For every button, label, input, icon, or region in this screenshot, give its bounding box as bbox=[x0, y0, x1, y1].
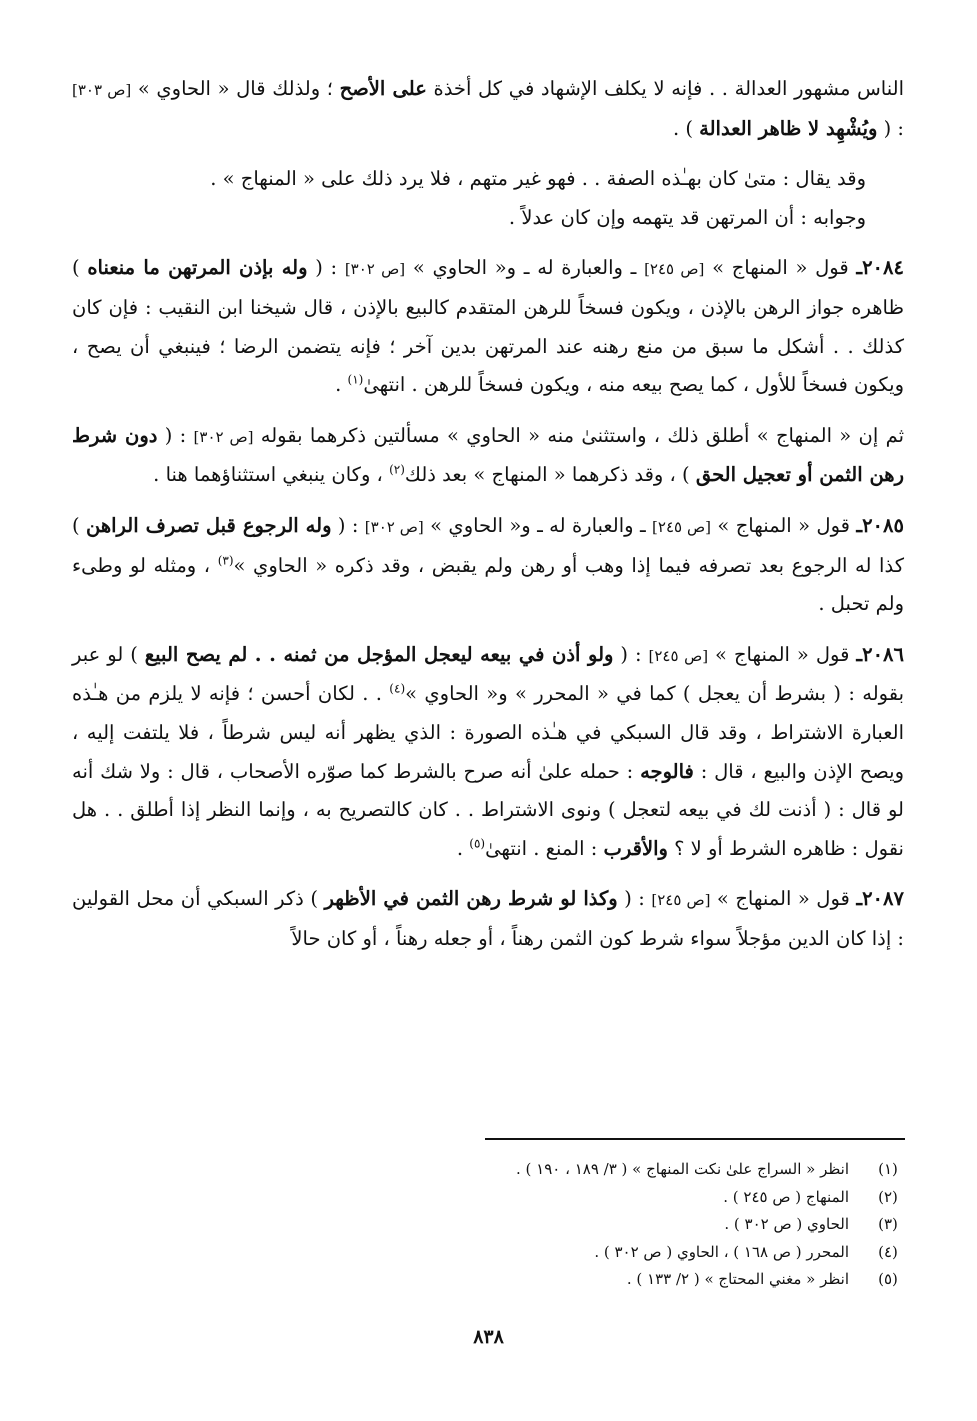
text-run: وقد يقال : متىٰ كان بهـٰذه الصفة . . فهو غير متهم ، فلا يرد ذلك على « المنهاج » . bbox=[210, 167, 866, 191]
text-run: : ( bbox=[617, 887, 652, 911]
footnote-divider bbox=[485, 1138, 905, 1140]
footnote-number: (٢) bbox=[878, 1187, 898, 1206]
paragraph bbox=[72, 507, 904, 624]
bold-text: على الأصح bbox=[339, 77, 427, 100]
bold-text: ٢٠٨٥ـ bbox=[856, 513, 904, 537]
bold-text: ٢٠٨٤ـ bbox=[856, 256, 904, 280]
page-reference: [ص ٢٤٥] bbox=[651, 891, 711, 910]
footnote-number: (٤) bbox=[878, 1242, 898, 1261]
bold-text: وكذا لو شرط رهن الثمن في الأظهر bbox=[324, 887, 618, 911]
bold-text: ولو أذن في بيعه ليعجل المؤجل من ثمنه . . لم يصح البيع bbox=[144, 642, 614, 666]
page-reference: [ص ٣٠٢] bbox=[193, 427, 254, 446]
text-run: : المنع . انتهىٰ bbox=[485, 836, 604, 860]
bold-text: والأقرب bbox=[603, 836, 668, 860]
text-run: ـ والعبارة له ـ و« الحاوي » bbox=[405, 256, 645, 280]
footnote-marker: (٤) bbox=[389, 681, 406, 696]
page-reference: [ص ٣٠٢] bbox=[364, 517, 424, 536]
text-run: ) كذا له الرجوع بعد تصرفه فيما إذا وهب أو رهن ولم يقبض ، وقد ذكره « الحاوي » bbox=[72, 513, 904, 577]
paragraph bbox=[72, 70, 904, 148]
text-run: ) ، وقد ذكرهما « المنهاج » بعد ذلك bbox=[404, 463, 696, 487]
paragraph bbox=[72, 880, 904, 958]
footnote-marker: (١) bbox=[347, 372, 364, 387]
paragraph bbox=[72, 636, 904, 869]
bold-text: فالوجه bbox=[640, 759, 694, 783]
page-reference: [ص ٢٤٥] bbox=[652, 517, 712, 536]
text-run: ـ والعبارة له ـ و« الحاوي » bbox=[423, 513, 653, 537]
text-run: قول « المنهاج » bbox=[711, 513, 857, 537]
text-run: ، وكان ينبغي استثناؤهما هنا . bbox=[153, 463, 390, 487]
text-run: ثم إن « المنهاج » أطلق ذلك ، واستثنىٰ منه « الحاوي » مسألتين ذكرهما بقوله bbox=[253, 423, 904, 447]
footnote-text: الحاوي ( ص ٣٠٢ ) . bbox=[724, 1215, 849, 1233]
footnote-marker: (٢) bbox=[389, 462, 405, 477]
text-run: ؛ ولذلك قال « الحاوي » bbox=[131, 77, 340, 100]
footnote-item bbox=[205, 1239, 905, 1267]
footnote-number: (٣) bbox=[878, 1215, 898, 1233]
page-number: ٨٣٨ bbox=[473, 1326, 504, 1348]
footnote-item bbox=[205, 1211, 905, 1239]
text-run: ) ذكر السبكي أن محل القولين : إذا كان الدين مؤجلاً سواء شرط كون الثمن رهناً ، أو جعله رهناً ، أو كان حالاً bbox=[72, 887, 904, 950]
text-run: قول « المنهاج » bbox=[708, 642, 857, 666]
footnote-item bbox=[205, 1156, 905, 1184]
paragraph bbox=[72, 249, 904, 404]
bold-text: وله بإذن المرتهن ما منعناه bbox=[87, 256, 308, 280]
footnote-text: المنهاج ( ص ٢٤٥ ) . bbox=[723, 1187, 849, 1206]
text-run: : ( bbox=[157, 423, 194, 447]
paragraph bbox=[72, 199, 904, 238]
footnote-text: انظر « مغني المحتاج » ( ٢/ ١٣٣ ) . bbox=[626, 1270, 849, 1288]
bold-text: ٢٠٨٧ـ bbox=[856, 887, 904, 911]
text-run: : ( bbox=[613, 642, 649, 666]
footnote-marker: (٣) bbox=[217, 553, 234, 568]
page-body bbox=[72, 70, 904, 958]
footnote-text: انظر « السراج علىٰ نكت المنهاج » ( ٣/ ١٨٩ ، ١٩٠ ) . bbox=[515, 1160, 849, 1178]
text-run: وجوابه : أن المرتهن قد يتهمه وإن كان عدلاً . bbox=[508, 205, 866, 229]
page-reference: [ص ٣٠٣] bbox=[72, 81, 132, 99]
footnote-item bbox=[205, 1266, 905, 1294]
footnotes bbox=[205, 1156, 905, 1294]
text-run: قول « المنهاج » bbox=[710, 887, 857, 911]
text-run: : ( bbox=[877, 116, 904, 140]
page-reference: [ص ٢٤٥] bbox=[648, 646, 709, 665]
text-run: ) لو عبر بقوله : ( بشرط أن يعجل ) كما في « المحرر » و« الحاوي » bbox=[72, 642, 905, 706]
text-run: ، ومثله لو وطىء ولم تحبل . bbox=[72, 553, 904, 616]
text-run: : حمله علىٰ أنه صرح بالشرط كما صوّره الأصحاب ، قال : ولا شك أنه لو قال : ( أذنت لك في بيعه لتعجل ) ونوى الاشتراط . . كان كالتصريح به ، وإنما النظر إذا أطلق . . هل نقول : ظاهره الشرط أو لا ؟ bbox=[72, 759, 904, 860]
page-reference: [ص ٣٠٢] bbox=[344, 260, 406, 279]
bold-text: ٢٠٨٦ـ bbox=[856, 642, 904, 666]
text-run: الناس مشهور العدالة . . فإنه لا يكلف الإشهاد في كل أخذة bbox=[426, 77, 904, 100]
text-run: ) . bbox=[672, 116, 700, 140]
paragraph bbox=[72, 160, 904, 199]
bold-text: وله الرجوع قبل تصرف الراهن bbox=[85, 513, 332, 537]
text-run: : ( bbox=[307, 256, 345, 280]
text-run: : ( bbox=[331, 513, 365, 537]
footnote-number: (١) bbox=[878, 1160, 898, 1178]
page-reference: [ص ٢٤٥] bbox=[644, 260, 705, 279]
footnote-number: (٥) bbox=[878, 1270, 898, 1288]
bold-text: دون شرط رهن الثمن أو تعجيل الحق bbox=[72, 423, 904, 487]
footnote-item bbox=[205, 1184, 905, 1212]
paragraph bbox=[72, 417, 904, 495]
text-run: ) ظاهره جواز الرهن بالإذن ، ويكون فسخاً للرهن المتقدم كالبيع بالإذن ، قال شيخنا ابن النقيب : فإن كان كذلك . . أشكل ما سبق من منع رهنه عند المرتهن بدين آخر ؛ فإنه يتضمن الرضا ؛ فينبغي أن يصح ، ويكون فسخاً للأول ، كما يصح بيعه منه ، ويكون فسخاً للرهن . انتهىٰ bbox=[72, 256, 904, 397]
text-run: . bbox=[456, 836, 470, 860]
footnote-marker: (٥) bbox=[469, 836, 486, 851]
text-run: قول « المنهاج » bbox=[704, 256, 857, 280]
text-run: . . لكان أحسن ؛ فإنه لا يلزم من هـٰذه العبارة الاشتراط ، وقد قال السبكي في هـٰذه الصورة : الذي يظهر أنه ليس شرطاً ، فلا يلتفت إليه ، ويصح الإذن والبيع ، قال : bbox=[72, 682, 905, 783]
bold-text: ويُشْهِد لا ظاهر العدالة bbox=[699, 116, 878, 140]
text-run: . bbox=[335, 373, 348, 397]
footnote-text: المحرر ( ص ١٦٨ ) ، الحاوي ( ص ٣٠٢ ) . bbox=[594, 1242, 849, 1261]
